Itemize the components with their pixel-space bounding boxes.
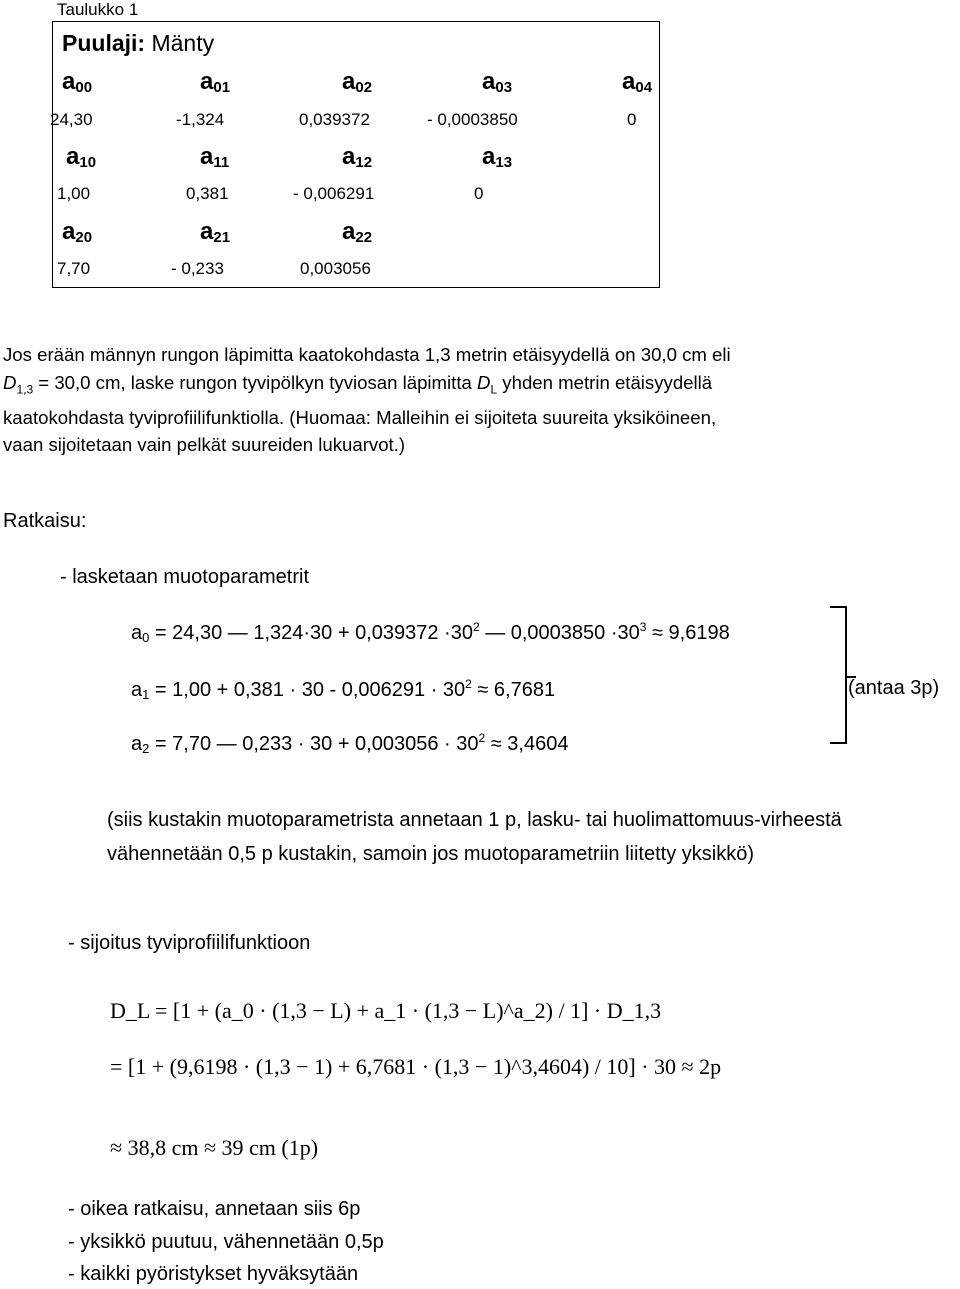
bullet-2: - yksikkö puutuu, vähennetään 0,5p xyxy=(68,1231,384,1253)
val-a10: 1,00 xyxy=(57,184,91,203)
bullet-3: - kaikki pyöristykset hyväksytään xyxy=(68,1263,359,1285)
val-a11: 0,381 xyxy=(186,184,229,203)
coef-a12: $a_{12}$ xyxy=(342,143,373,171)
grading-note: (siis kustakin muotoparametrista annetaan 1 p, lasku- tai huolimattomuus-virheestä vähennetään 0,5 p kustakin, samoin jos muotoparametriin liitetty yksikkö) xyxy=(107,809,842,865)
coef-a01: $a_{01}$ xyxy=(200,68,231,96)
formula-line-2: = [1 + (9,6198 · (1,3 − 1) + 6,7681 · (1,3 − 1)^3,4604) / 10] · 30 ≈ 2p xyxy=(110,1054,722,1079)
species-value: Mänty xyxy=(151,30,215,56)
val-a13: 0 xyxy=(474,184,484,203)
coef-a13: $a_{13}$ xyxy=(482,143,513,171)
coef-a03: $a_{03}$ xyxy=(482,68,513,96)
table-caption: Taulukko 1 xyxy=(57,0,139,19)
coef-a22: $a_{22}$ xyxy=(342,218,373,246)
coef-a04: $a_{04}$ xyxy=(622,68,653,96)
formula-line-1: D_L = [1 + (a_0 · (1,3 − L) + a_1 · (1,3 − L)^a_2) / 1] · D_1,3 xyxy=(110,998,662,1023)
points-label: (antaa 3p) xyxy=(848,677,940,699)
formula-line-3: ≈ 38,8 cm ≈ 39 cm (1p) xyxy=(110,1135,319,1160)
val-a21: - 0,233 xyxy=(171,259,224,278)
species-label: Puulaji: xyxy=(62,30,146,56)
val-a00: 24,30 xyxy=(50,110,93,129)
problem-line-2: $D_{1,3} = 30,0$ cm, laske rungon tyvipölkyn tyviosan läpimitta $D_L$ yhden metrin etäisyydellä xyxy=(3,371,713,397)
step-2: - sijoitus tyviprofiilifunktioon xyxy=(68,932,311,954)
coef-a21: $a_{21}$ xyxy=(200,218,231,246)
solution-heading: Ratkaisu: xyxy=(3,510,87,532)
val-a03: - 0,0003850 xyxy=(427,110,518,129)
problem-statement xyxy=(3,341,731,459)
val-a02: 0,039372 xyxy=(299,110,370,129)
equation-a1: $a_1 = 1,00 + 0,381 \cdot 30 - 0,006291 \cdot 30^2 \approx 6,7681$ xyxy=(131,677,556,702)
val-a22: 0,003056 xyxy=(300,259,371,278)
val-a20: 7,70 xyxy=(57,259,91,278)
coef-a10: $a_{10}$ xyxy=(66,143,97,171)
val-a04: 0 xyxy=(627,110,637,129)
coef-a11: $a_{11}$ xyxy=(200,143,230,171)
coef-a20: $a_{20}$ xyxy=(62,218,93,246)
problem-line-3: kaatokohdasta tyviprofiilifunktiolla. (Huomaa: Malleihin ei sijoiteta suureita yksiköineen, xyxy=(3,406,717,428)
species-line xyxy=(62,30,214,57)
step-1: - lasketaan muotoparametrit xyxy=(60,566,310,588)
bullet-1: - oikea ratkaisu, annetaan siis 6p xyxy=(68,1198,361,1220)
val-a01: -1,324 xyxy=(176,110,225,129)
equation-a2: $a_2 = 7,70$ — $0,233 \cdot 30 + 0,003056 \cdot 30^2 \approx 3,4604$ xyxy=(131,731,569,756)
equation-a0: $a_0 = 24,30$ — $1,324\cdot 30 + 0,039372 \cdot 30^2$ — $0,0003850 \cdot 30^3 \approx 9,6198$ xyxy=(131,620,730,645)
coef-a02: $a_{02}$ xyxy=(342,68,373,96)
problem-line-4: vaan sijoitetaan vain pelkät suureiden lukuarvot.) xyxy=(3,434,406,456)
problem-line-1: Jos erään männyn rungon läpimitta kaatokohdasta 1,3 metrin etäisyydellä on 30,0 cm eli xyxy=(3,344,731,365)
coef-a00: $a_{00}$ xyxy=(62,68,93,96)
val-a12: - 0,006291 xyxy=(293,184,375,203)
